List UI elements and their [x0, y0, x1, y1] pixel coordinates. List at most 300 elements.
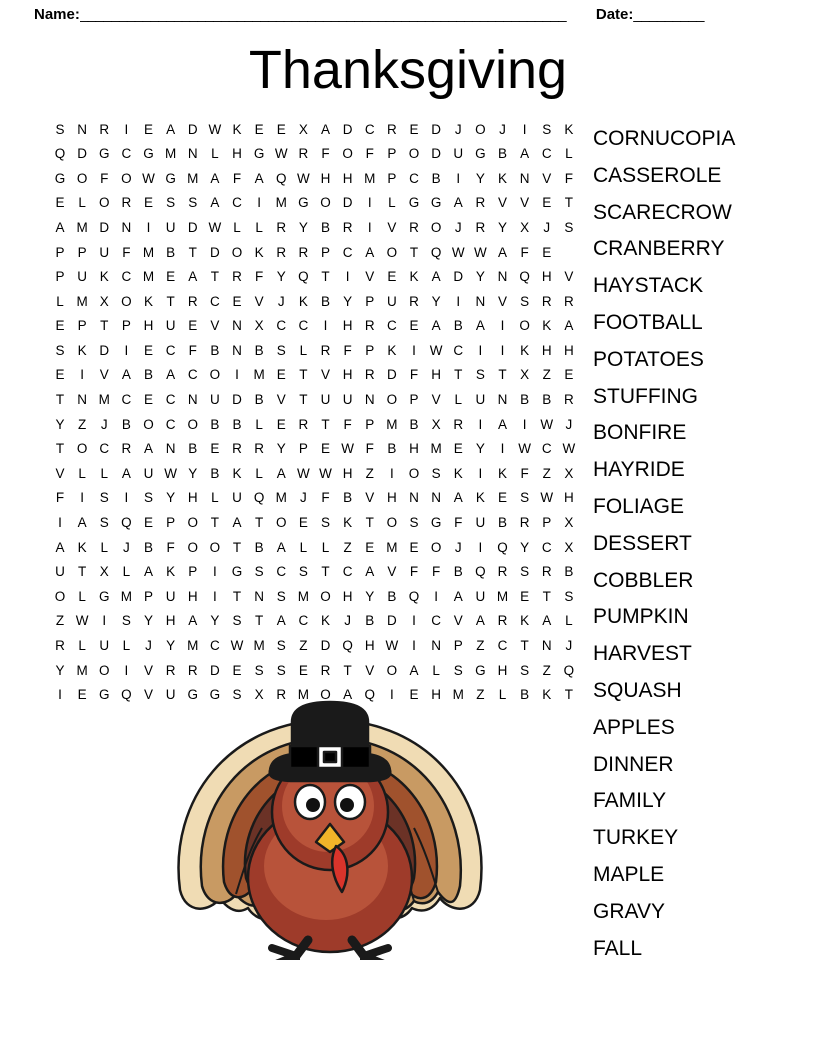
grid-cell: Q	[342, 638, 353, 654]
grid-cell: T	[210, 269, 219, 285]
grid-cell: L	[211, 490, 219, 506]
grid-cell: E	[143, 515, 153, 531]
grid-cell: W	[164, 465, 177, 481]
grid-cell: O	[386, 662, 398, 678]
grid-cell: S	[520, 662, 530, 678]
grid-cell: B	[387, 441, 397, 457]
word-list-item: STUFFING	[593, 384, 698, 408]
grid-cell: K	[343, 515, 353, 531]
grid-cell: M	[165, 146, 177, 162]
word-list-item: MAPLE	[593, 862, 665, 886]
grid-row	[50, 314, 579, 339]
grid-cell: C	[187, 367, 198, 383]
grid-cell: I	[124, 121, 129, 137]
grid-cell: Q	[54, 146, 66, 162]
grid-cell: I	[367, 195, 372, 211]
grid-cell: J	[499, 121, 506, 137]
grid-cell: R	[298, 416, 309, 432]
grid-cell: A	[121, 465, 131, 481]
turkey-illustration	[120, 660, 540, 960]
grid-cell: Z	[542, 662, 551, 678]
word-search-grid	[34, 117, 579, 707]
grid-cell: A	[431, 318, 441, 334]
word-list-item: HARVEST	[593, 642, 692, 666]
grid-cell: N	[519, 170, 530, 186]
grid-cell: I	[257, 195, 261, 211]
grid-cell: I	[500, 441, 505, 457]
grid-cell: O	[209, 539, 221, 555]
grid-cell: W	[297, 170, 310, 186]
grid-cell: H	[342, 465, 353, 481]
grid-cell: W	[540, 416, 554, 432]
grid-cell: M	[142, 244, 155, 260]
grid-cell: I	[124, 490, 129, 506]
grid-cell: K	[475, 490, 485, 506]
grid-cell: Y	[210, 613, 220, 629]
grid-cell: O	[475, 121, 486, 137]
grid-row	[50, 511, 579, 536]
grid-cell: W	[319, 465, 332, 481]
grid-cell: Y	[166, 490, 176, 506]
grid-cell: P	[77, 318, 87, 334]
grid-cell: R	[564, 392, 574, 408]
grid-cell: R	[232, 269, 242, 285]
grid-cell: E	[166, 269, 176, 285]
grid-cell: W	[142, 170, 155, 186]
worksheet-header	[0, 0, 816, 23]
grid-cell: S	[143, 490, 153, 506]
grid-cell: W	[451, 244, 465, 260]
grid-cell: B	[143, 539, 153, 555]
grid-cell: V	[542, 170, 552, 186]
grid-cell: F	[232, 170, 242, 186]
grid-cell: H	[564, 490, 574, 506]
grid-cell: W	[385, 638, 399, 654]
grid-cell: A	[497, 416, 507, 432]
grid-cell: T	[564, 195, 573, 211]
grid-cell: V	[497, 195, 507, 211]
grid-cell: I	[146, 219, 151, 235]
grid-row	[50, 338, 579, 363]
grid-cell: U	[475, 392, 486, 408]
word-list-item: HAYRIDE	[593, 458, 685, 482]
grid-cell: S	[188, 195, 198, 211]
grid-cell: Z	[542, 367, 551, 383]
grid-cell: I	[323, 318, 328, 334]
grid-cell: H	[187, 490, 198, 506]
grid-cell: R	[99, 121, 110, 137]
grid-cell: J	[454, 539, 462, 555]
grid-cell: N	[431, 638, 441, 654]
grid-cell: I	[345, 269, 350, 285]
grid-cell: H	[541, 342, 552, 358]
grid-row	[50, 265, 579, 290]
grid-cell: C	[165, 342, 176, 358]
grid-cell: C	[342, 564, 353, 580]
grid-cell: V	[55, 465, 65, 481]
grid-cell: A	[166, 367, 176, 383]
grid-cell: O	[430, 219, 442, 235]
grid-cell: D	[187, 121, 198, 137]
grid-row	[50, 437, 579, 462]
grid-cell: A	[453, 588, 463, 604]
grid-cell: X	[520, 367, 530, 383]
grid-cell: T	[321, 269, 330, 285]
grid-cell: E	[232, 662, 242, 678]
grid-cell: P	[55, 269, 65, 285]
grid-cell: E	[188, 318, 198, 334]
grid-cell: N	[187, 146, 198, 162]
grid-cell: P	[188, 564, 198, 580]
grid-cell: L	[211, 146, 219, 162]
grid-cell: Q	[275, 170, 287, 186]
grid-row	[50, 461, 579, 486]
grid-cell: S	[276, 342, 286, 358]
grid-row	[50, 363, 579, 388]
grid-cell: I	[456, 170, 461, 186]
grid-cell: J	[454, 121, 462, 137]
grid-cell: R	[276, 687, 287, 703]
grid-cell: T	[454, 367, 463, 383]
grid-cell: K	[520, 342, 530, 358]
grid-cell: I	[80, 367, 84, 383]
grid-cell: E	[542, 195, 552, 211]
grid-cell: K	[497, 465, 507, 481]
grid-cell: I	[389, 465, 394, 481]
grid-cell: T	[409, 244, 419, 260]
grid-cell: O	[519, 318, 530, 334]
grid-cell: F	[564, 170, 573, 186]
grid-cell: U	[55, 564, 65, 580]
grid-cell: L	[255, 416, 263, 432]
grid-cell: F	[343, 416, 352, 432]
grid-cell: P	[453, 638, 463, 654]
grid-cell: V	[143, 662, 153, 678]
grid-cell: I	[124, 342, 129, 358]
grid-cell: Y	[475, 441, 485, 457]
grid-cell: W	[341, 441, 354, 457]
grid-cell: F	[100, 170, 109, 186]
grid-cell: S	[254, 662, 264, 678]
grid-cell: N	[409, 490, 419, 506]
grid-cell: A	[188, 269, 198, 285]
grid-cell: W	[540, 490, 554, 506]
grid-cell: G	[253, 146, 265, 162]
grid-cell: B	[210, 465, 220, 481]
grid-cell: W	[208, 121, 222, 137]
grid-cell: M	[98, 392, 110, 408]
grid-cell: N	[541, 638, 552, 654]
grid-cell: N	[121, 219, 132, 235]
grid-cell: C	[342, 244, 353, 260]
grid-cell: C	[99, 441, 110, 457]
grid-cell: R	[364, 318, 375, 334]
grid-cell: I	[58, 687, 62, 703]
grid-cell: R	[276, 219, 287, 235]
grid-cell: B	[520, 392, 530, 408]
grid-cell: A	[276, 539, 286, 555]
grid-cell: O	[408, 146, 420, 162]
grid-cell: R	[475, 195, 486, 211]
grid-cell: P	[409, 392, 419, 408]
grid-cell: I	[478, 465, 483, 481]
grid-row	[50, 117, 579, 142]
grid-cell: O	[76, 441, 88, 457]
grid-cell: A	[320, 121, 330, 137]
grid-cell: T	[55, 441, 65, 457]
word-list-item: SQUASH	[593, 678, 682, 702]
grid-cell: O	[143, 416, 154, 432]
word-list-item: PUMPKIN	[593, 605, 689, 629]
grid-cell: L	[122, 638, 131, 654]
grid-cell: N	[165, 441, 176, 457]
date-blank-line: _________	[633, 6, 704, 23]
grid-cell: I	[58, 515, 62, 531]
grid-cell: F	[343, 342, 352, 358]
grid-cell: K	[77, 539, 87, 555]
grid-cell: A	[409, 662, 419, 678]
grid-cell: Q	[497, 539, 508, 555]
grid-cell: P	[387, 146, 397, 162]
grid-cell: G	[298, 195, 309, 211]
grid-cell: R	[298, 244, 309, 260]
grid-cell: B	[497, 515, 507, 531]
grid-cell: A	[475, 613, 485, 629]
grid-cell: I	[456, 293, 461, 309]
grid-cell: H	[342, 170, 353, 186]
grid-cell: A	[210, 170, 220, 186]
grid-cell: I	[434, 588, 438, 604]
grid-cell: M	[76, 662, 88, 678]
grid-cell: P	[77, 244, 87, 260]
grid-cell: F	[122, 244, 131, 260]
grid-cell: K	[143, 293, 153, 309]
grid-cell: E	[143, 392, 153, 408]
grid-cell: Y	[497, 219, 507, 235]
grid-cell: H	[431, 367, 441, 383]
grid-cell: O	[320, 195, 331, 211]
grid-cell: F	[365, 441, 374, 457]
grid-cell: E	[276, 121, 286, 137]
grid-cell: O	[430, 539, 442, 555]
grid-cell: C	[387, 318, 397, 334]
grid-cell: H	[364, 638, 375, 654]
grid-cell: N	[232, 318, 242, 334]
grid-cell: E	[542, 244, 552, 260]
grid-cell: Q	[121, 687, 132, 703]
grid-cell: K	[254, 244, 264, 260]
grid-cell: B	[166, 244, 176, 260]
grid-cell: L	[565, 146, 573, 162]
grid-cell: R	[232, 441, 242, 457]
grid-cell: Z	[299, 638, 308, 654]
grid-cell: X	[564, 515, 574, 531]
grid-cell: R	[409, 293, 419, 309]
grid-cell: R	[165, 662, 176, 678]
grid-cell: E	[520, 588, 530, 604]
grid-cell: Q	[298, 269, 309, 285]
grid-cell: F	[188, 342, 197, 358]
grid-cell: N	[364, 392, 375, 408]
grid-cell: A	[365, 244, 375, 260]
word-search-grid-column	[34, 117, 579, 707]
grid-cell: R	[541, 293, 552, 309]
grid-cell: A	[121, 367, 131, 383]
grid-cell: W	[297, 465, 310, 481]
grid-cell: Y	[520, 539, 530, 555]
grid-cell: Q	[475, 564, 486, 580]
grid-cell: G	[98, 146, 110, 162]
grid-cell: G	[98, 687, 110, 703]
grid-cell: F	[520, 244, 529, 260]
grid-cell: C	[541, 146, 552, 162]
grid-cell: S	[99, 490, 109, 506]
grid-cell: C	[165, 392, 176, 408]
grid-cell: U	[99, 244, 110, 260]
grid-cell: X	[564, 539, 574, 555]
grid-cell: H	[165, 613, 176, 629]
grid-cell: I	[500, 342, 505, 358]
grid-cell: R	[276, 244, 287, 260]
grid-cell: E	[497, 490, 507, 506]
grid-cell: C	[298, 613, 309, 629]
grid-cell: R	[187, 662, 198, 678]
grid-row	[50, 560, 579, 585]
grid-cell: M	[275, 195, 287, 211]
grid-cell: T	[520, 638, 529, 654]
grid-cell: J	[543, 219, 551, 235]
grid-cell: L	[299, 342, 308, 358]
grid-cell: N	[475, 293, 486, 309]
grid-cell: I	[478, 342, 483, 358]
grid-cell: R	[564, 293, 574, 309]
grid-cell: T	[255, 613, 264, 629]
grid-cell: F	[454, 515, 463, 531]
grid-cell: L	[56, 293, 64, 309]
grid-cell: S	[276, 662, 286, 678]
grid-cell: V	[365, 662, 375, 678]
grid-cell: P	[143, 588, 153, 604]
grid-cell: K	[166, 564, 176, 580]
grid-cell: N	[254, 588, 264, 604]
grid-cell: G	[143, 146, 154, 162]
grid-cell: B	[497, 146, 507, 162]
grid-cell: D	[77, 146, 87, 162]
grid-cell: N	[497, 269, 508, 285]
grid-row	[50, 388, 579, 413]
grid-cell: E	[387, 269, 397, 285]
grid-cell: U	[165, 687, 176, 703]
grid-cell: M	[120, 588, 132, 604]
word-list-item: POTATOES	[593, 347, 704, 371]
grid-cell: J	[145, 638, 152, 654]
grid-cell: P	[320, 244, 330, 260]
grid-cell: J	[300, 490, 307, 506]
grid-row	[50, 609, 579, 634]
grid-cell: H	[431, 687, 441, 703]
grid-cell: A	[188, 613, 198, 629]
grid-cell: C	[121, 269, 132, 285]
word-list-item: FAMILY	[593, 789, 667, 813]
grid-cell: F	[255, 269, 264, 285]
grid-cell: O	[386, 392, 398, 408]
word-list-item: DINNER	[593, 752, 674, 776]
grid-cell: N	[187, 392, 198, 408]
grid-cell: E	[276, 416, 286, 432]
grid-cell: C	[232, 195, 242, 211]
grid-cell: T	[78, 564, 87, 580]
turkey-svg	[120, 660, 540, 960]
grid-cell: Y	[143, 613, 153, 629]
grid-cell: P	[121, 318, 131, 334]
grid-cell: G	[408, 195, 420, 211]
grid-cell: Y	[475, 170, 485, 186]
grid-row	[50, 289, 579, 314]
grid-cell: A	[166, 121, 176, 137]
grid-cell: C	[364, 121, 375, 137]
grid-cell: M	[386, 539, 398, 555]
grid-cell: S	[99, 515, 109, 531]
grid-cell: Z	[542, 465, 551, 481]
grid-cell: X	[431, 416, 441, 432]
grid-cell: D	[320, 638, 331, 654]
grid-cell: J	[344, 613, 351, 629]
grid-cell: V	[143, 687, 153, 703]
grid-cell: K	[298, 293, 308, 309]
grid-cell: T	[498, 367, 507, 383]
grid-cell: U	[453, 146, 464, 162]
grid-cell: Q	[253, 490, 265, 506]
grid-cell: C	[121, 146, 132, 162]
grid-row	[50, 191, 579, 216]
grid-cell: X	[254, 318, 264, 334]
grid-cell: U	[475, 588, 486, 604]
grid-cell: L	[565, 613, 573, 629]
grid-cell: R	[409, 219, 419, 235]
grid-cell: M	[430, 441, 442, 457]
grid-cell: B	[320, 219, 330, 235]
grid-cell: T	[232, 588, 242, 604]
grid-cell: L	[255, 219, 263, 235]
grid-cell: K	[232, 121, 242, 137]
grid-cell: V	[564, 269, 574, 285]
grid-cell: Y	[166, 638, 176, 654]
grid-cell: Z	[55, 613, 65, 629]
grid-cell: B	[254, 392, 264, 408]
grid-cell: J	[565, 638, 573, 654]
word-list	[579, 117, 782, 967]
grid-cell: S	[475, 367, 485, 383]
grid-cell: T	[232, 539, 242, 555]
grid-cell: D	[342, 121, 353, 137]
grid-cell: R	[387, 121, 397, 137]
grid-cell: O	[187, 416, 198, 432]
word-list-item: FALL	[593, 936, 643, 960]
grid-cell: A	[453, 195, 463, 211]
grid-cell: M	[297, 588, 309, 604]
grid-cell: U	[210, 392, 220, 408]
grid-cell: B	[387, 588, 397, 604]
grid-cell: C	[210, 293, 220, 309]
grid-cell: U	[232, 490, 242, 506]
grid-cell: F	[321, 490, 330, 506]
grid-cell: T	[564, 687, 573, 703]
grid-cell: U	[77, 269, 87, 285]
grid-cell: L	[78, 195, 86, 211]
grid-row	[50, 142, 579, 167]
grid-cell: E	[409, 121, 419, 137]
grid-cell: S	[55, 121, 65, 137]
